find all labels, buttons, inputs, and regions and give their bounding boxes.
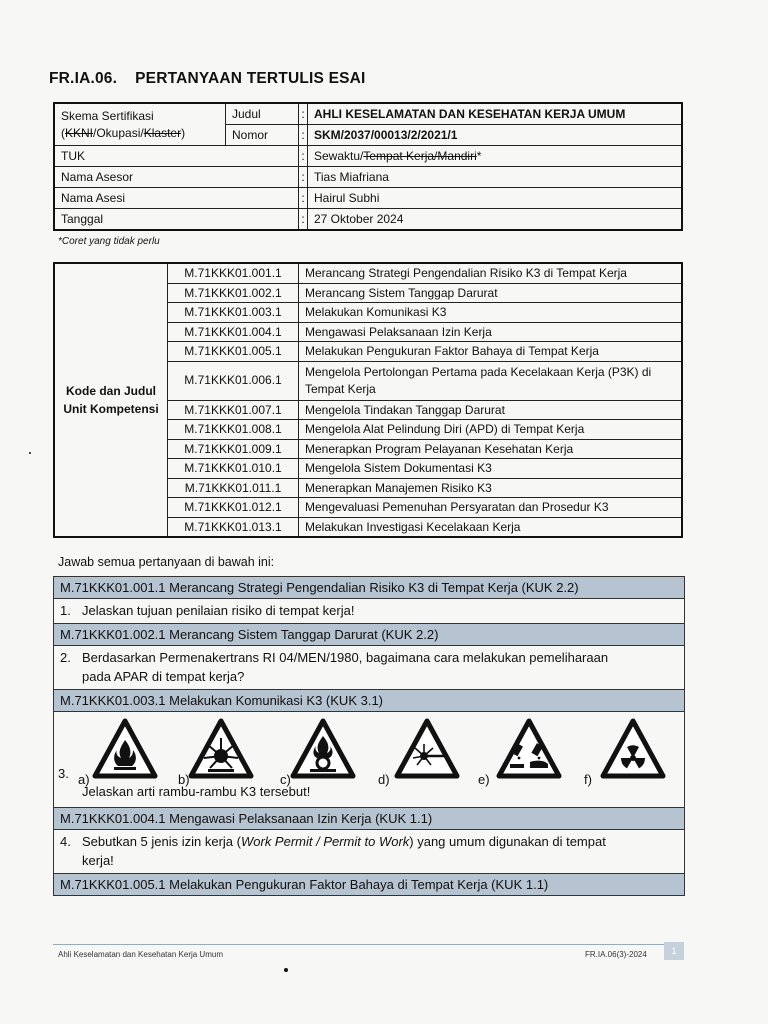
question-number: 4.	[60, 834, 71, 849]
unit-code: M.71KKK01.010.1	[168, 459, 299, 479]
unit-title: Mengevaluasi Pemenuhan Persyaratan dan Prosedur K3	[299, 498, 683, 518]
unit-title: Mengawasi Pelaksanaan Izin Kerja	[299, 322, 683, 342]
tuk-label: TUK	[54, 146, 299, 167]
question-heading: M.71KKK01.003.1 Melakukan Komunikasi K3 (KUK 3.1)	[54, 690, 684, 712]
oxidizing-icon	[290, 718, 356, 780]
unit-title: Menerapkan Manajemen Risiko K3	[299, 478, 683, 498]
explosive-icon	[188, 718, 254, 780]
unit-title: Melakukan Pengukuran Faktor Bahaya di Tempat Kerja	[299, 342, 683, 362]
question-text: Jelaskan tujuan penilaian risiko di tempat kerja!	[82, 603, 355, 618]
unit-code: M.71KKK01.002.1	[168, 283, 299, 303]
question-3	[54, 712, 684, 808]
unit-code: M.71KKK01.003.1	[168, 303, 299, 323]
skema-close: )	[181, 125, 186, 140]
unit-label-line1: Kode dan Judul	[66, 384, 156, 398]
safety-signs-row	[54, 718, 674, 788]
unit-code: M.71KKK01.013.1	[168, 517, 299, 537]
question-number: 3.	[58, 766, 69, 781]
unit-code: M.71KKK01.006.1	[168, 361, 299, 400]
corrosive-icon	[496, 718, 562, 780]
unit-title: Mengelola Alat Pelindung Diri (APD) di Tempat Kerja	[299, 420, 683, 440]
sign-letter: c)	[280, 772, 291, 787]
judul-value: AHLI KESELAMATAN DAN KESEHATAN KERJA UMUM	[308, 103, 683, 125]
footer-scheme-name: Ahli Keselamatan dan Kesehatan Kerja Umum	[58, 950, 223, 959]
unit-title: Menerapkan Program Pelayanan Kesehatan Kerja	[299, 439, 683, 459]
asesi-value: Hairul Subhi	[308, 188, 683, 209]
colon: :	[299, 209, 308, 231]
unit-title: Mengelola Sistem Dokumentasi K3	[299, 459, 683, 479]
question-number: 1.	[60, 603, 71, 618]
sign-letter: b)	[178, 772, 190, 787]
skema-okupasi: /Okupasi/	[93, 125, 144, 140]
tuk-struck: Tempat Kerja/Mandiri	[363, 149, 477, 163]
nomor-label: Nomor	[226, 125, 299, 146]
instruction-text: Jawab semua pertanyaan di bawah ini:	[58, 555, 275, 569]
unit-code: M.71KKK01.012.1	[168, 498, 299, 518]
question-text-cont: pada APAR di tempat kerja?	[82, 669, 245, 684]
sign-letter: f)	[584, 772, 592, 787]
page-number: 1	[664, 942, 684, 960]
unit-title: Melakukan Investigasi Kecelakaan Kerja	[299, 517, 683, 537]
unit-code: M.71KKK01.001.1	[168, 263, 299, 283]
unit-title: Merancang Strategi Pengendalian Risiko K3 di Tempat Kerja	[299, 263, 683, 283]
unit-code: M.71KKK01.008.1	[168, 420, 299, 440]
skema-label: Skema Sertifikasi	[61, 108, 154, 123]
tuk-asterisk: *	[476, 149, 482, 163]
question-heading: M.71KKK01.002.1 Merancang Sistem Tanggap Darurat (KUK 2.2)	[54, 624, 684, 646]
unit-title: Merancang Sistem Tanggap Darurat	[299, 283, 683, 303]
unit-title: Mengelola Pertolongan Pertama pada Kecelakaan Kerja (P3K) di Tempat Kerja	[299, 361, 683, 400]
scan-speck	[284, 968, 288, 972]
asesi-label: Nama Asesi	[54, 188, 299, 209]
question-heading: M.71KKK01.005.1 Melakukan Pengukuran Faktor Bahaya di Tempat Kerja (KUK 1.1)	[54, 874, 684, 895]
unit-label-line2: Unit Kompetensi	[63, 402, 159, 416]
footer-divider	[53, 944, 683, 945]
tuk-value	[308, 146, 683, 167]
question-4	[54, 830, 684, 874]
asesor-value: Tias Miafriana	[308, 167, 683, 188]
questions-block	[53, 576, 685, 896]
tanggal-value: 27 Oktober 2024	[308, 209, 683, 231]
nomor-value: SKM/2037/00013/2/2021/1	[308, 125, 683, 146]
question-text: Sebutkan 5 jenis izin kerja (	[82, 834, 241, 849]
footnote: *Coret yang tidak perlu	[58, 236, 160, 247]
skema-label-cell: Skema Sertifikasi (KKNI/Okupasi/Klaster)	[54, 103, 226, 146]
unit-title: Melakukan Komunikasi K3	[299, 303, 683, 323]
question-1	[54, 599, 684, 624]
certification-info-table	[53, 102, 683, 231]
question-text-italic: Work Permit / Permit to Work	[240, 834, 410, 849]
flammable-icon	[92, 718, 158, 780]
tanggal-label: Tanggal	[54, 209, 299, 231]
colon: :	[299, 167, 308, 188]
colon: :	[299, 146, 308, 167]
form-title: PERTANYAAN TERTULIS ESAI	[135, 70, 366, 87]
question-heading: M.71KKK01.001.1 Merancang Strategi Pengendalian Risiko K3 di Tempat Kerja (KUK 2.2)	[54, 577, 684, 599]
unit-competency-table	[53, 262, 683, 538]
scan-speck	[29, 452, 31, 454]
unit-label-cell	[54, 263, 168, 537]
unit-code: M.71KKK01.005.1	[168, 342, 299, 362]
colon: :	[299, 125, 308, 146]
question-text: Jelaskan arti rambu-rambu K3 tersebut!	[82, 784, 311, 799]
question-2	[54, 646, 684, 690]
asesor-label: Nama Asesor	[54, 167, 299, 188]
judul-label: Judul	[226, 103, 299, 125]
unit-title: Mengelola Tindakan Tanggap Darurat	[299, 400, 683, 420]
footer-form-code: FR.IA.06(3)-2024	[585, 950, 647, 959]
question-text: ) yang umum digunakan di tempat	[409, 834, 606, 849]
laser-icon	[394, 718, 460, 780]
question-text: Berdasarkan Permenakertrans RI 04/MEN/1980, bagaimana cara melakukan pemeliharaan	[82, 650, 609, 665]
tuk-sewaktu: Sewaktu/	[314, 149, 364, 163]
unit-code: M.71KKK01.004.1	[168, 322, 299, 342]
skema-klaster-struck: Klaster	[143, 125, 182, 140]
form-code: FR.IA.06.	[49, 70, 118, 87]
sign-letter: d)	[378, 772, 390, 787]
sign-letter: a)	[78, 772, 90, 787]
unit-code: M.71KKK01.011.1	[168, 478, 299, 498]
question-number: 2.	[60, 650, 71, 665]
sign-letter: e)	[478, 772, 490, 787]
document-title	[49, 70, 366, 88]
unit-code: M.71KKK01.009.1	[168, 439, 299, 459]
question-text-cont: kerja!	[82, 853, 114, 868]
skema-kkni-struck: KKNI	[65, 125, 94, 140]
colon: :	[299, 103, 308, 125]
question-heading: M.71KKK01.004.1 Mengawasi Pelaksanaan Izin Kerja (KUK 1.1)	[54, 808, 684, 830]
unit-row	[54, 263, 682, 283]
colon: :	[299, 188, 308, 209]
unit-code: M.71KKK01.007.1	[168, 400, 299, 420]
radiation-icon	[600, 718, 666, 780]
